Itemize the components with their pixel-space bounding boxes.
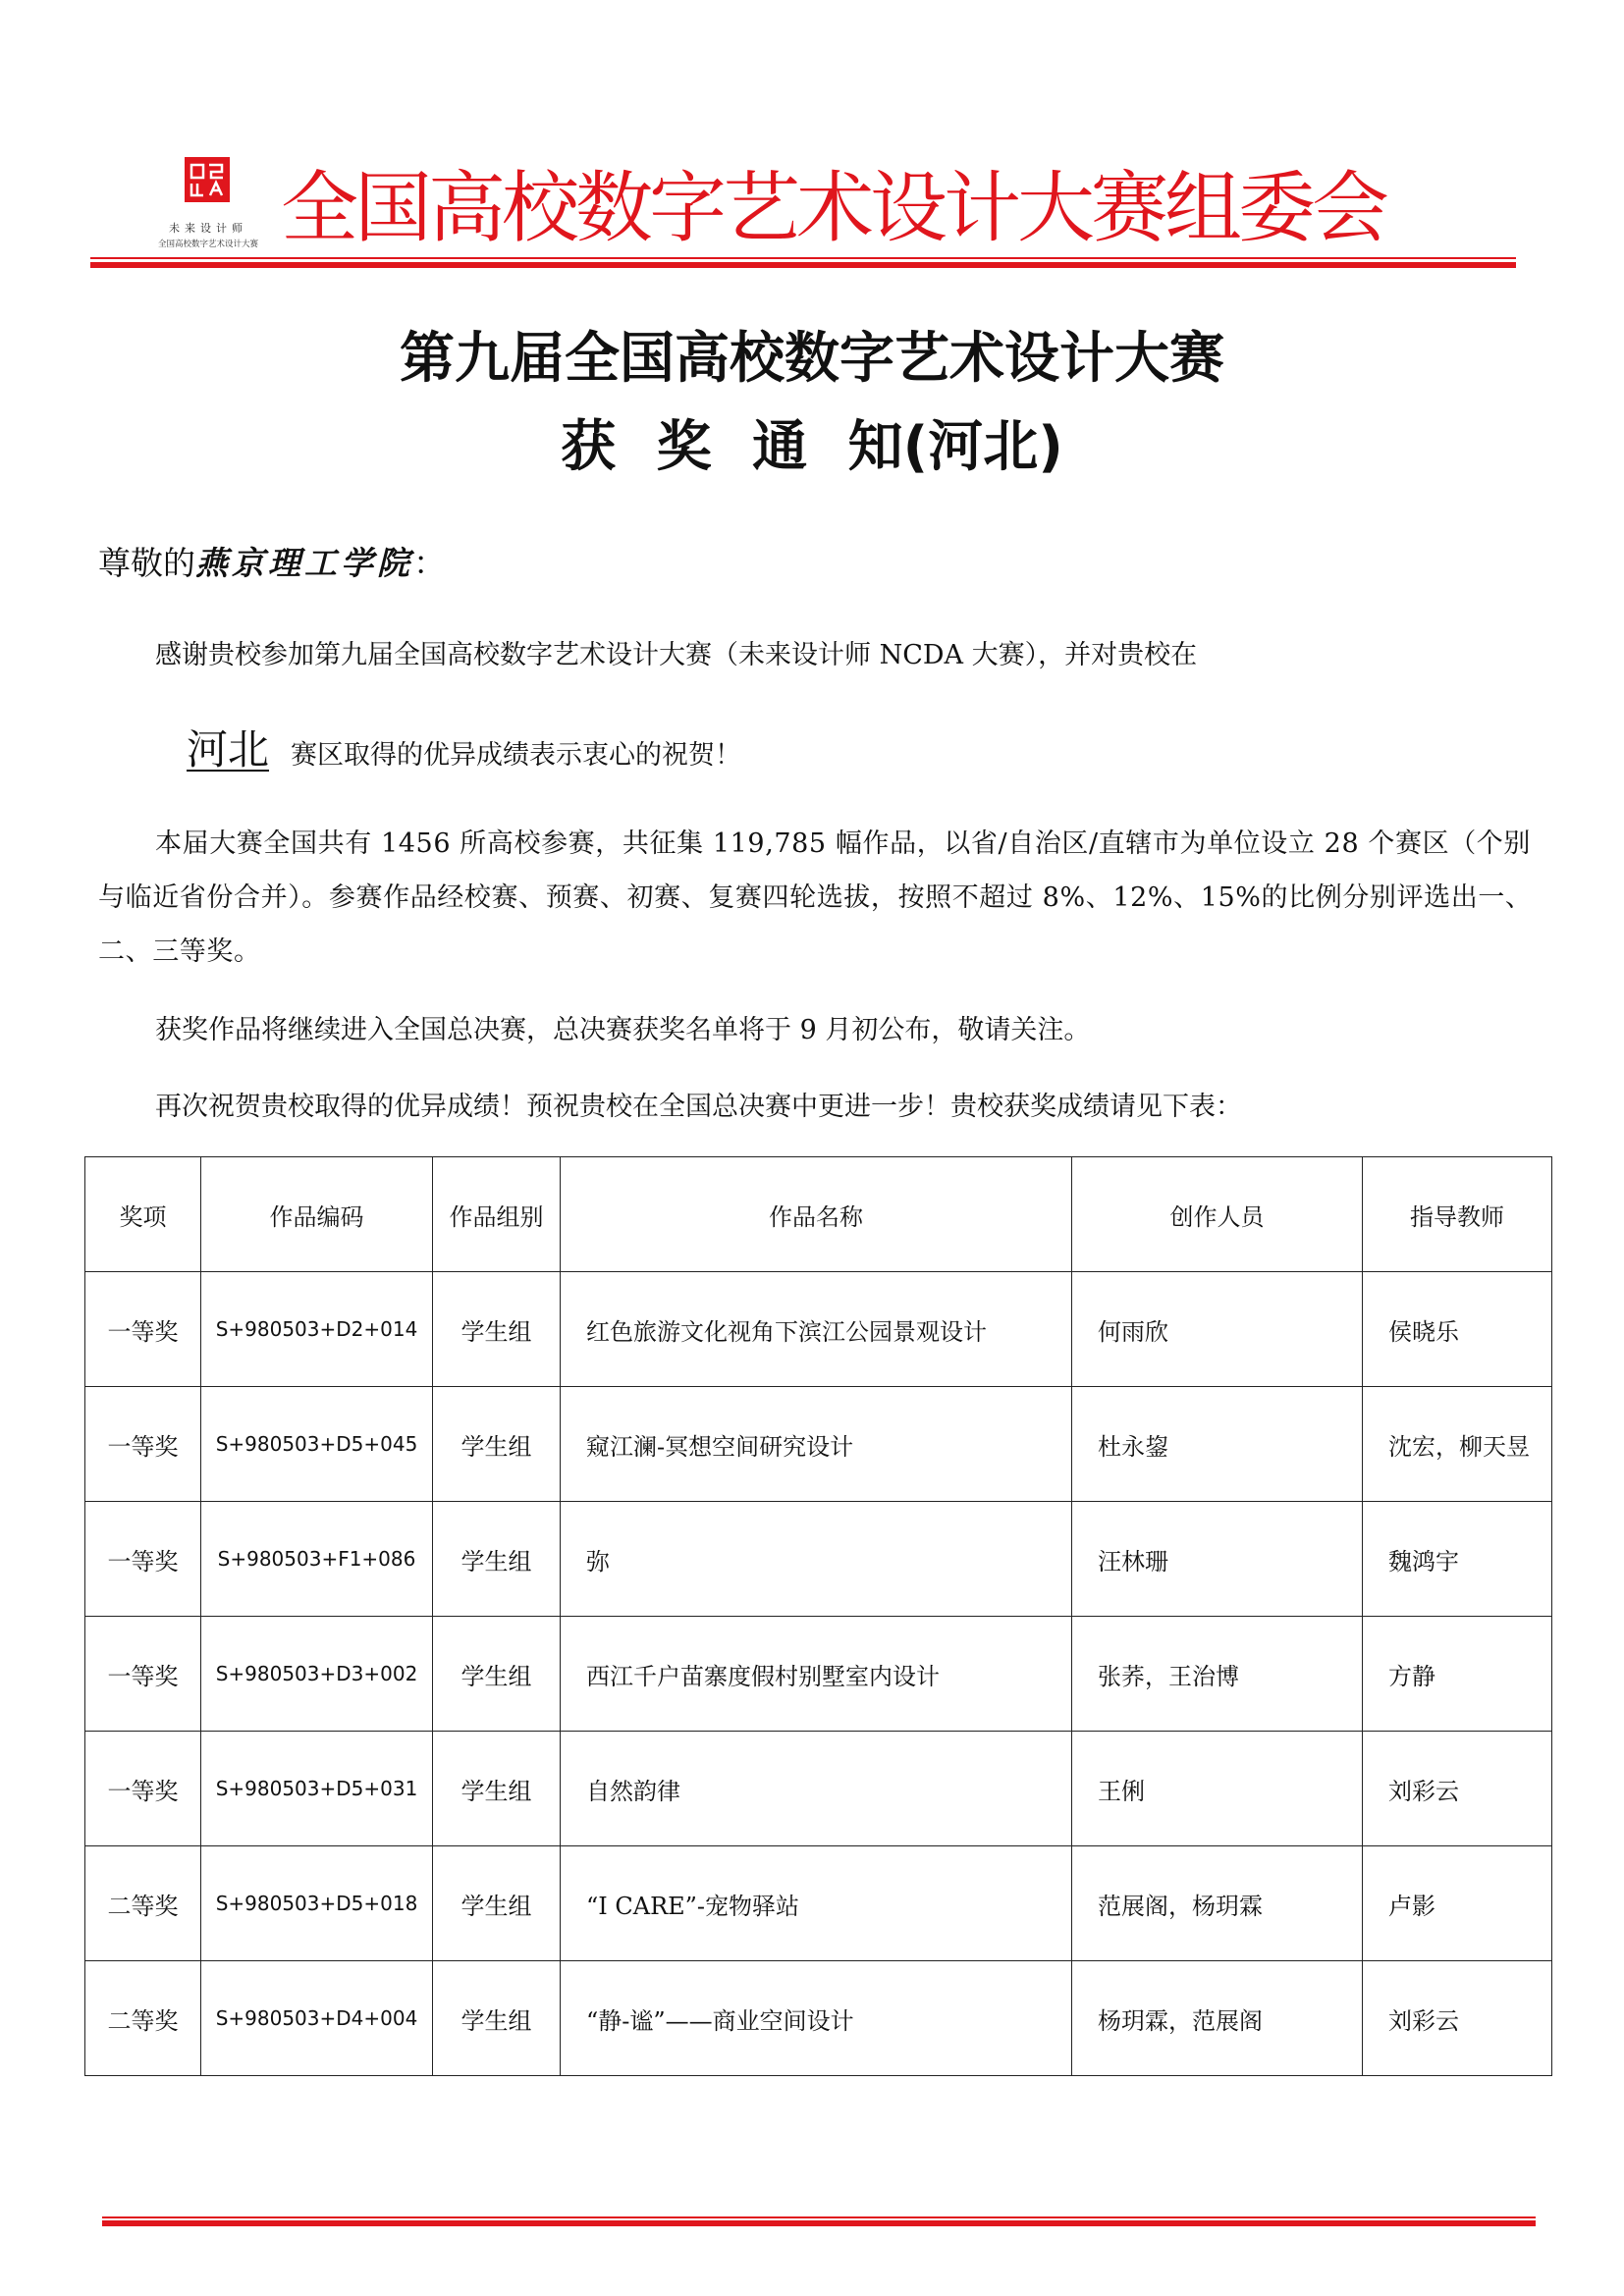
table-row xyxy=(85,1387,1552,1502)
cell-creators: 杜永鋆 xyxy=(1072,1387,1363,1502)
notice-title: 第九届全国高校数字艺术设计大赛 xyxy=(400,327,1224,391)
cell-creators: 汪林珊 xyxy=(1072,1502,1363,1617)
cell-work-title: 红色旅游文化视角下滨江公园景观设计 xyxy=(561,1272,1072,1387)
paragraph-finals-info: 获奖作品将继续进入全国总决赛，总决赛获奖名单将于 9 月初公布，敬请关注。 xyxy=(155,1015,1091,1045)
cell-advisor: 刘彩云 xyxy=(1363,1961,1552,2076)
table-row xyxy=(85,1846,1552,1961)
logo-text-line2: 全国高校数字艺术设计大赛 xyxy=(157,240,258,249)
footer-divider-thick xyxy=(102,2220,1536,2226)
cell-award: 二等奖 xyxy=(85,1961,201,2076)
cell-creators: 张荞，王治博 xyxy=(1072,1617,1363,1732)
cell-advisor: 卢影 xyxy=(1363,1846,1552,1961)
greeting-suffix: ： xyxy=(413,544,446,582)
cell-advisor: 魏鸿宇 xyxy=(1363,1502,1552,1617)
cell-group: 学生组 xyxy=(433,1617,561,1732)
paragraph-competition-info: 本届大赛全国共有 1456 所高校参赛，共征集 119,785 幅作品，以省/自治区/直辖市为单位设立 28 个赛区（个别与临近省份合并）。参赛作品经校赛、预赛、初赛、复赛四轮选拔，按照不超过 8%、12%、15%的比例分别评选出一、二、三等奖。 xyxy=(98,828,1533,967)
cell-code: S+980503+D5+018 xyxy=(201,1846,433,1961)
cell-work-title: “静-谧”——商业空间设计 xyxy=(561,1961,1072,2076)
cell-code: S+980503+D3+002 xyxy=(201,1617,433,1732)
cell-code: S+980503+D5+031 xyxy=(201,1732,433,1846)
greeting xyxy=(98,538,446,584)
cell-group: 学生组 xyxy=(433,1387,561,1502)
logo-text-line1: 未来设计师 xyxy=(169,222,247,235)
cell-work-title: “I CARE”-宠物驿站 xyxy=(561,1846,1072,1961)
cell-advisor: 方静 xyxy=(1363,1617,1552,1732)
paragraph-congrats xyxy=(187,722,1624,782)
organizer-logo xyxy=(145,157,271,251)
cell-creators: 王俐 xyxy=(1072,1732,1363,1846)
paragraph-closing: 再次祝贺贵校取得的优异成绩！预祝贵校在全国总决赛中更进一步！贵校获奖成绩请见下表： xyxy=(155,1092,1242,1122)
cell-code: S+980503+D2+014 xyxy=(201,1272,433,1387)
header-code: 作品编码 xyxy=(201,1157,433,1272)
cell-code: S+980503+F1+086 xyxy=(201,1502,433,1617)
cell-work-title: 西江千户苗寨度假村别墅室内设计 xyxy=(561,1617,1072,1732)
cell-creators: 范展阁，杨玥霖 xyxy=(1072,1846,1363,1961)
cell-creators: 杨玥霖，范展阁 xyxy=(1072,1961,1363,2076)
cell-advisor: 沈宏，柳天昱 xyxy=(1363,1387,1552,1502)
table-row xyxy=(85,1272,1552,1387)
cell-award: 二等奖 xyxy=(85,1846,201,1961)
cell-award: 一等奖 xyxy=(85,1387,201,1502)
awards-table xyxy=(84,1156,1552,2076)
table-row xyxy=(85,1961,1552,2076)
cell-code: S+980503+D4+004 xyxy=(201,1961,433,2076)
header-group: 作品组别 xyxy=(433,1157,561,1272)
cell-group: 学生组 xyxy=(433,1961,561,2076)
paragraph-thanks: 感谢贵校参加第九届全国高校数字艺术设计大赛（未来设计师 NCDA 大赛），并对贵校在 xyxy=(155,640,1198,670)
cell-group: 学生组 xyxy=(433,1732,561,1846)
cell-advisor: 刘彩云 xyxy=(1363,1732,1552,1846)
header-divider-thick xyxy=(90,262,1516,268)
notice-subtitle: 获 奖 通 知(河北) xyxy=(561,415,1063,479)
greeting-prefix: 尊敬的 xyxy=(98,544,195,582)
region-name: 河北 xyxy=(187,725,270,774)
cell-code: S+980503+D5+045 xyxy=(201,1387,433,1502)
cell-creators: 何雨欣 xyxy=(1072,1272,1363,1387)
table-header-row xyxy=(85,1157,1552,1272)
cell-work-title: 窥江澜-冥想空间研究设计 xyxy=(561,1387,1072,1502)
cell-award: 一等奖 xyxy=(85,1617,201,1732)
cell-work-title: 弥 xyxy=(561,1502,1072,1617)
cell-group: 学生组 xyxy=(433,1272,561,1387)
header-creators: 创作人员 xyxy=(1072,1157,1363,1272)
cell-work-title: 自然韵律 xyxy=(561,1732,1072,1846)
header-work-title: 作品名称 xyxy=(561,1157,1072,1272)
table-row xyxy=(85,1732,1552,1846)
header-advisor: 指导教师 xyxy=(1363,1157,1552,1272)
school-name: 燕京理工学院 xyxy=(195,544,413,582)
cell-advisor: 侯晓乐 xyxy=(1363,1272,1552,1387)
organizer-title: 全国高校数字艺术设计大赛组委会 xyxy=(281,163,1385,253)
cell-award: 一等奖 xyxy=(85,1732,201,1846)
table-row xyxy=(85,1502,1552,1617)
header-divider-thin xyxy=(90,257,1516,259)
ncda-logo-mark-icon xyxy=(185,157,230,202)
table-row xyxy=(85,1617,1552,1732)
footer-divider-thin xyxy=(102,2216,1536,2218)
congrats-text: 赛区取得的优异成绩表示衷心的祝贺！ xyxy=(291,740,742,771)
cell-award: 一等奖 xyxy=(85,1502,201,1617)
cell-group: 学生组 xyxy=(433,1846,561,1961)
cell-award: 一等奖 xyxy=(85,1272,201,1387)
cell-group: 学生组 xyxy=(433,1502,561,1617)
header-award: 奖项 xyxy=(85,1157,201,1272)
